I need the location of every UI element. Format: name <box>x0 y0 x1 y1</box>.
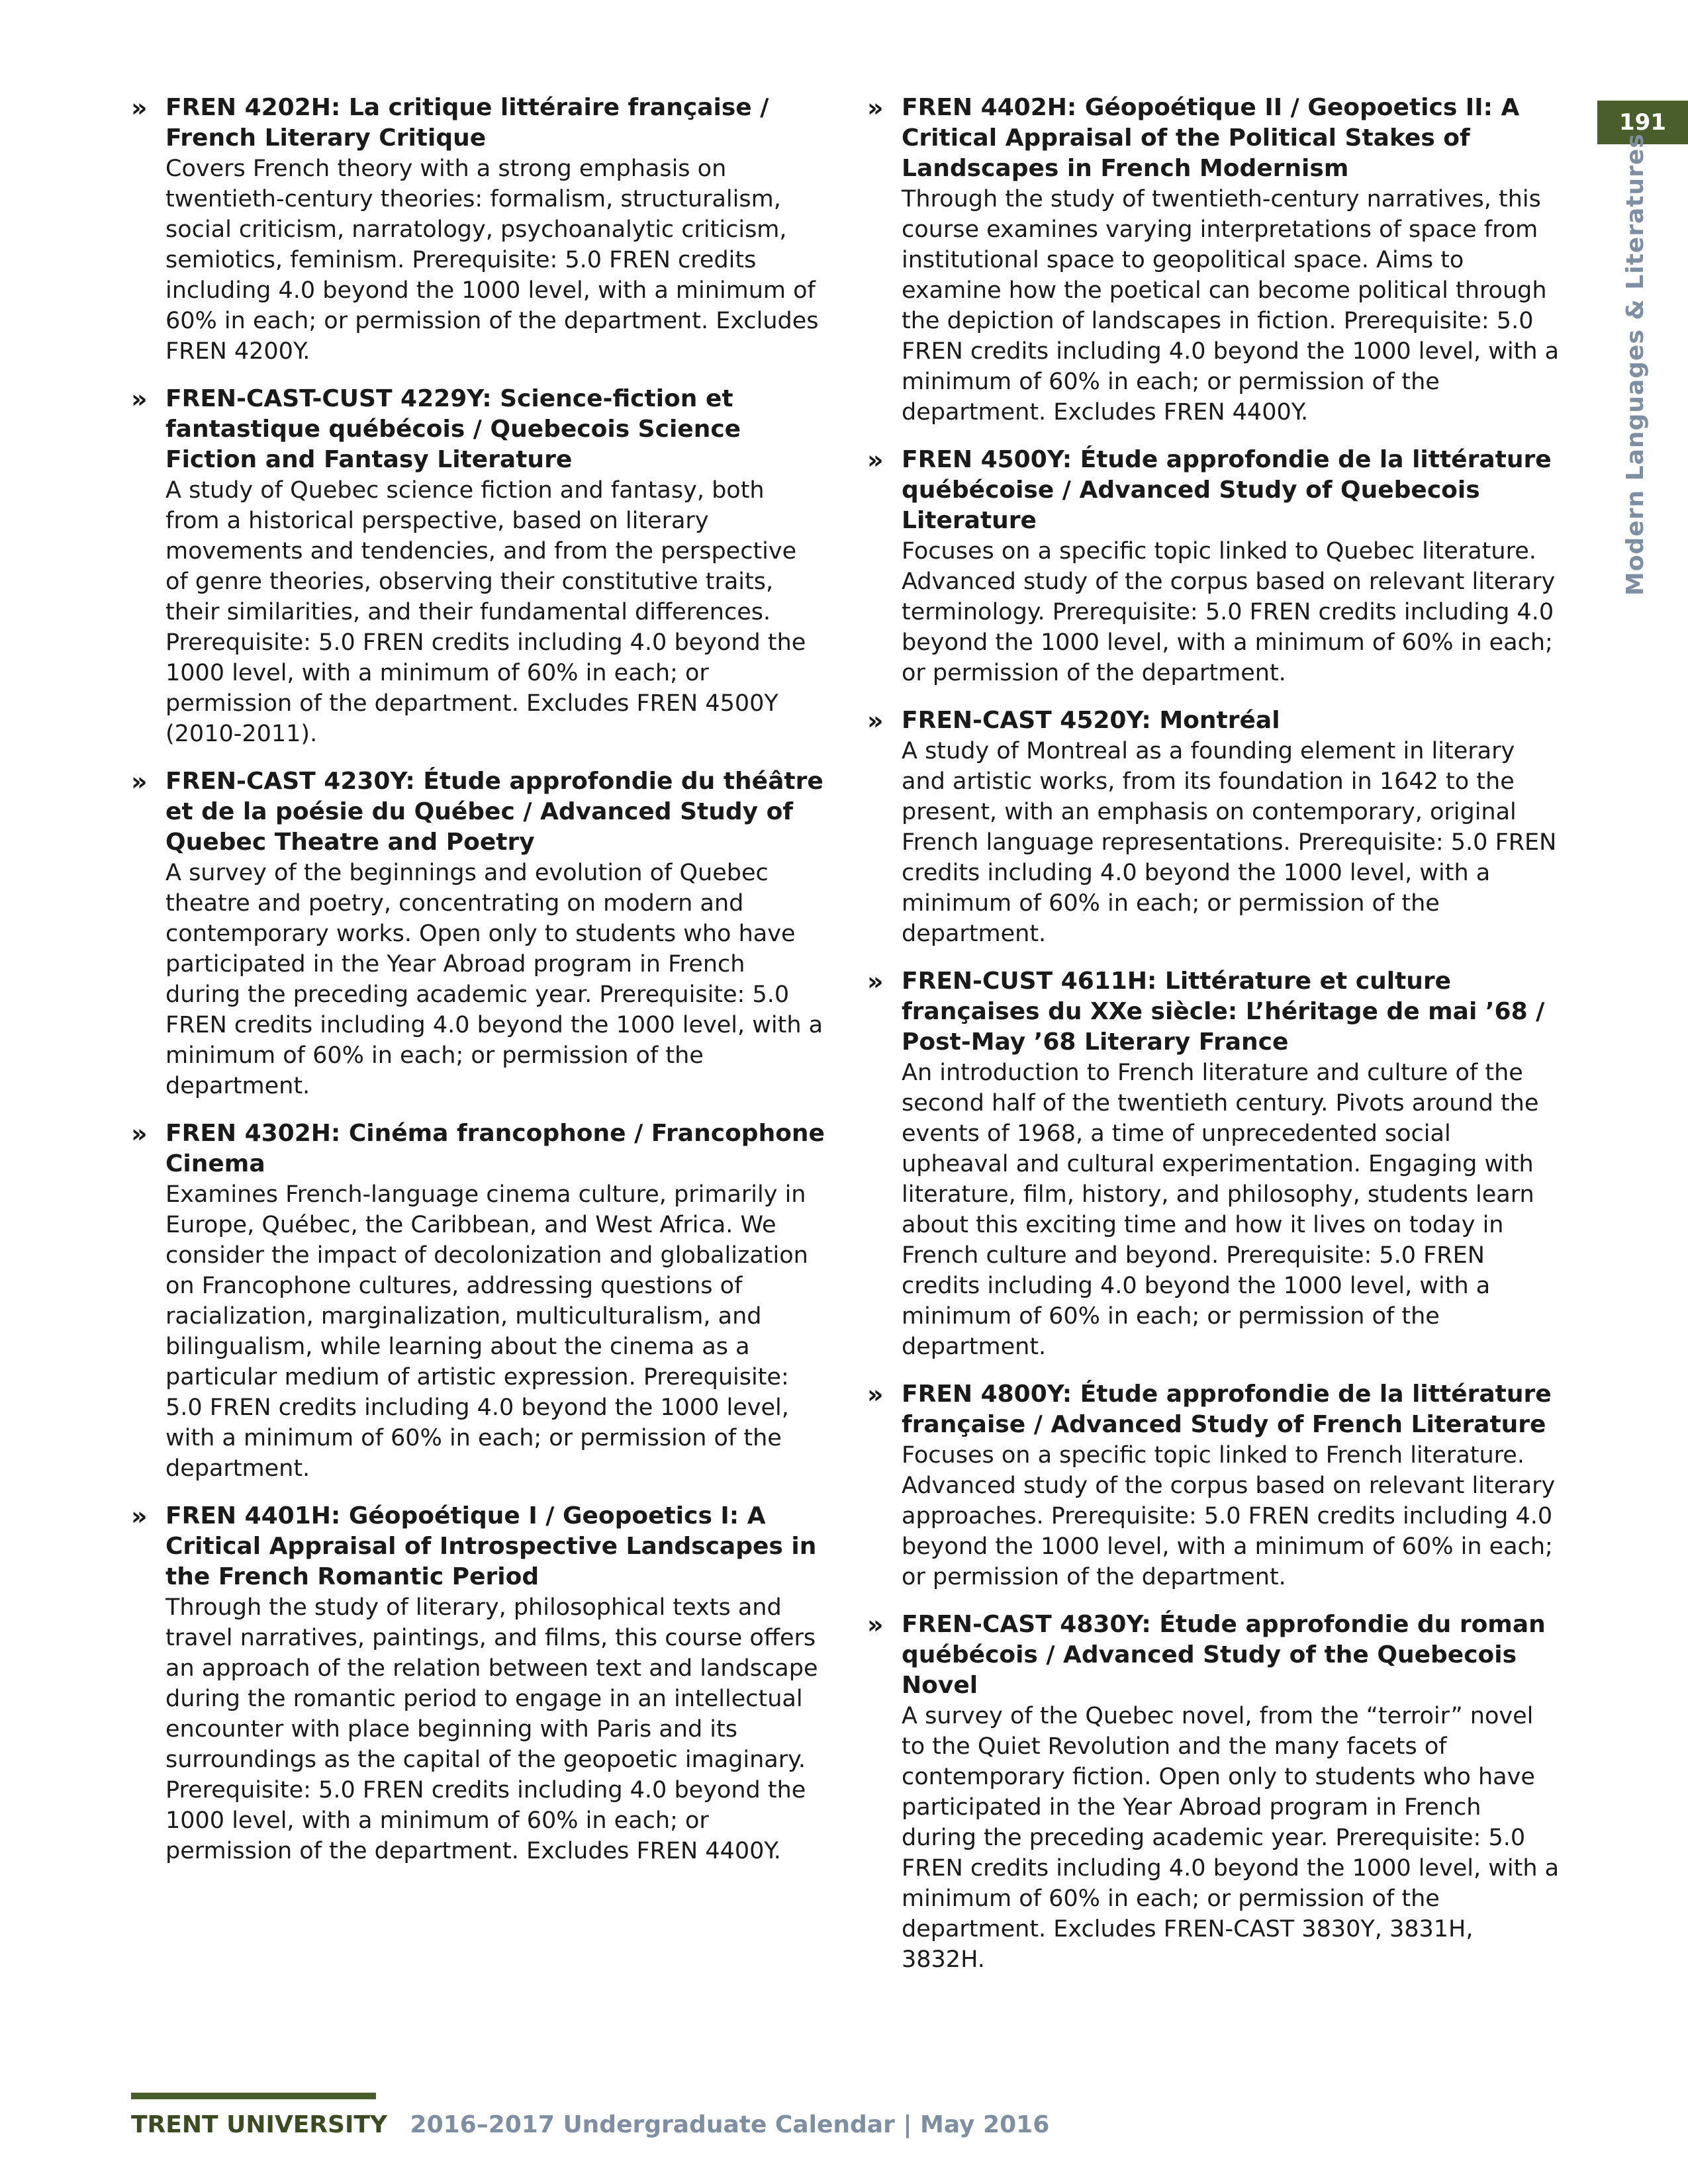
course-entry <box>131 766 825 1101</box>
course-description: Focuses on a specific topic linked to French literature. Advanced study of the corpus based on relevant literary approaches. Prerequisite: 5.0 FREN credits including 4.0 beyond the 1000 level, with a minimum of 60% in each; or permission of the department. <box>902 1442 1556 1590</box>
course-description: A survey of the beginnings and evolution of Quebec theatre and poetry, concentrating on modern and contemporary works. Open only to students who have participated in the Year Abroad program in French during the preceding academic year. Prerequisite: 5.0 FREN credits including 4.0 beyond the 1000 level, with a minimum of 60% in each; or permission of the department. <box>165 860 823 1099</box>
course-description: A survey of the Quebec novel, from the “terroir” novel to the Quiet Revolution and the many facets of contemporary fiction. Open only to students who have participated in the Year Abroad program in French during the preceding academic year. Prerequisite: 5.0 FREN credits including 4.0 beyond the 1000 level, with a minimum of 60% in each; or permission of the department. Excludes FREN-CAST 3830Y, 3831H, 3832H. <box>902 1703 1560 1973</box>
footer-rule <box>131 2093 376 2099</box>
course-entry <box>867 1379 1562 1592</box>
footer-university: TRENT UNIVERSITY <box>131 2111 387 2138</box>
bullet-marker: » <box>867 967 884 996</box>
course-title: FREN-CAST 4230Y: Étude approfondie du théâtre et de la poésie du Québec / Advanced Study of Quebec Theatre and Poetry <box>165 768 823 856</box>
course-title: FREN-CUST 4611H: Littérature et culture françaises du XXe siècle: L’héritage de mai ’68 / Post-May ’68 Literary France <box>902 968 1545 1056</box>
course-description: Examines French-language cinema culture, primarily in Europe, Québec, the Caribbean, and West Africa. We consider the impact of decolonization and globalization on Francophone cultures, addressing questions of racialization, marginalization, multiculturalism, and bilingualism, while learning about the cinema as a particular medium of artistic expression. Prerequisite: 5.0 FREN credits including 4.0 beyond the 1000 level, with a minimum of 60% in each; or permission of the department. <box>165 1181 808 1482</box>
course-entry <box>867 445 1562 688</box>
course-description: Focuses on a specific topic linked to Quebec literature. Advanced study of the corpus based on relevant literary terminology. Prerequisite: 5.0 FREN credits including 4.0 beyond the 1000 level, with a minimum of 60% in each; or permission of the department. <box>902 538 1556 686</box>
course-title: FREN 4401H: Géopoétique I / Geopoetics I: A Critical Appraisal of Introspective Landscapes in the French Romantic Period <box>165 1502 817 1590</box>
course-description: A study of Quebec science fiction and fantasy, both from a historical perspective, based on literary movements and tendencies, and from the perspective of genre theories, observing their constitutive traits, their similarities, and their fundamental differences. Prerequisite: 5.0 FREN credits including 4.0 beyond the 1000 level, with a minimum of 60% in each; or permission of the department. Excludes FREN 4500Y (2010-2011). <box>165 477 806 747</box>
bullet-marker: » <box>131 1502 148 1531</box>
course-entry <box>867 966 1562 1362</box>
page-number: 191 <box>1619 109 1666 136</box>
course-description: An introduction to French literature and culture of the second half of the twentieth century. Pivots around the events of 1968, a time of unprecedented social upheaval and cultural experimentation. Engaging with literature, film, history, and philosophy, students learn about this exciting time and how it lives on today in French culture and beyond. Prerequisite: 5.0 FREN credits including 4.0 beyond the 1000 level, with a minimum of 60% in each; or permission of the department. <box>902 1060 1539 1360</box>
left-column <box>131 93 825 1884</box>
course-title: FREN-CAST-CUST 4229Y: Science-fiction et fantastique québécois / Quebecois Science Fiction and Fantasy Literature <box>165 385 741 473</box>
course-entry <box>867 93 1562 428</box>
course-entry <box>867 1610 1562 1975</box>
course-entry <box>867 705 1562 949</box>
course-title: FREN-CAST 4830Y: Étude approfondie du roman québécois / Advanced Study of the Quebecois Novel <box>902 1611 1546 1699</box>
bullet-marker: » <box>131 767 148 796</box>
section-name: Modern Languages & Literatures <box>1621 133 1649 596</box>
bullet-marker: » <box>867 93 884 122</box>
course-title: FREN 4402H: Géopoétique II / Geopoetics II: A Critical Appraisal of the Political Stakes of Landscapes in French Modernism <box>902 94 1520 182</box>
course-description: Through the study of literary, philosophical texts and travel narratives, paintings, and films, this course offers an approach of the relation between text and landscape during the romantic period to engage in an intellectual encounter with place beginning with Paris and its surroundings as the capital of the geopoetic imaginary. Prerequisite: 5.0 FREN credits including 4.0 beyond the 1000 level, with a minimum of 60% in each; or permission of the department. Excludes FREN 4400Y. <box>165 1594 818 1864</box>
bullet-marker: » <box>867 706 884 735</box>
bullet-marker: » <box>867 1610 884 1639</box>
course-entry <box>131 384 825 749</box>
course-description: A study of Montreal as a founding element in literary and artistic works, from its foundation in 1642 to the present, with an emphasis on contemporary, original French language representations. Prerequisite: 5.0 FREN credits including 4.0 beyond the 1000 level, with a minimum of 60% in each; or permission of the department. <box>902 738 1557 947</box>
bullet-marker: » <box>131 385 148 414</box>
course-description: Through the study of twentieth-century narratives, this course examines varying interpretations of space from institutional space to geopolitical space. Aims to examine how the poetical can become political through the depiction of landscapes in fiction. Prerequisite: 5.0 FREN credits including 4.0 beyond the 1000 level, with a minimum of 60% in each; or permission of the department. Excludes FREN 4400Y. <box>902 186 1560 426</box>
page-footer <box>131 2110 1049 2140</box>
course-title: FREN 4500Y: Étude approfondie de la littérature québécoise / Advanced Study of Quebecois Literature <box>902 446 1552 534</box>
course-entry <box>131 93 825 367</box>
course-title: FREN-CAST 4520Y: Montréal <box>902 707 1280 734</box>
bullet-marker: » <box>867 445 884 475</box>
bullet-marker: » <box>131 1119 148 1148</box>
course-description: Covers French theory with a strong emphasis on twentieth-century theories: formalism, structuralism, social criticism, narratology, psychoanalytic criticism, semiotics, feminism. Prerequisite: 5.0 FREN credits including 4.0 beyond the 1000 level, with a minimum of 60% in each; or permission of the department. Excludes FREN 4200Y. <box>165 156 819 365</box>
course-title: FREN 4800Y: Étude approfondie de la littérature française / Advanced Study of French Literature <box>902 1381 1552 1438</box>
section-side-label <box>1609 133 1662 596</box>
bullet-marker: » <box>131 93 148 122</box>
course-title: FREN 4202H: La critique littéraire française / French Literary Critique <box>165 94 769 152</box>
bullet-marker: » <box>867 1380 884 1409</box>
footer-calendar: 2016–2017 Undergraduate Calendar | May 2016 <box>410 2111 1050 2138</box>
course-entry <box>131 1501 825 1866</box>
course-entry <box>131 1118 825 1484</box>
right-column <box>867 93 1562 1992</box>
course-title: FREN 4302H: Cinéma francophone / Francophone Cinema <box>165 1120 825 1177</box>
